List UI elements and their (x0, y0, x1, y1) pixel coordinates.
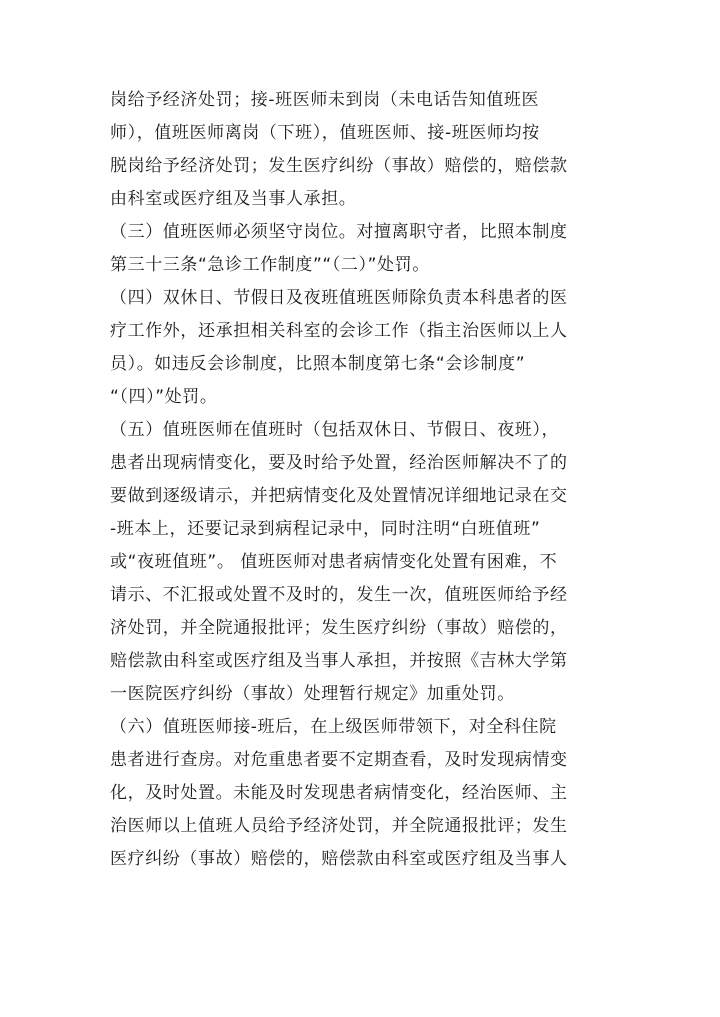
text-line: 济处罚，并全院通报批评；发生医疗纠纷（事故）赔偿的， (110, 618, 568, 638)
text-line: 医疗纠纷（事故）赔偿的，赔偿款由科室或医疗组及当事人 (110, 849, 568, 869)
text-line: 请示、不汇报或处置不及时的，发生一次，值班医师给予经 (110, 585, 568, 605)
text-line: 师），值班医师离岗（下班），值班医师、接-班医师均按 (110, 123, 540, 143)
text-line: 患者进行查房。对危重患者要不定期查看，及时发现病情变 (110, 750, 568, 770)
text-line: 第三十三条“急诊工作制度”“（二）”处罚。 (110, 255, 430, 275)
text-line: 治医师以上值班人员给予经济处罚，并全院通报批评；发生 (110, 816, 568, 836)
text-line: 一医院医疗纠纷（事故）处理暂行规定》加重处罚。 (110, 684, 515, 704)
text-line: 患者出现病情变化，要及时给予处置，经治医师解决不了的 (110, 453, 568, 473)
text-line: （六）值班医师接-班后，在上级医师带领下，对全科住院 (110, 717, 557, 737)
text-line: 化，及时处置。未能及时发现患者病情变化，经治医师、主 (110, 783, 568, 803)
text-line: 员）。如违反会诊制度，比照本制度第七条“会诊制度” (110, 354, 526, 374)
text-line: 脱岗给予经济处罚；发生医疗纠纷（事故）赔偿的，赔偿款 (110, 156, 568, 176)
document-body (110, 84, 620, 876)
text-line: 岗给予经济处罚；接-班医师未到岗（未电话告知值班医 (110, 90, 540, 110)
text-line: 赔偿款由科室或医疗组及当事人承担，并按照《吉林大学第 (110, 651, 568, 671)
text-line: 或“夜班值班”。 值班医师对患者病情变化处置有困难，不 (110, 552, 558, 572)
text-line: （五）值班医师在值班时（包括双休日、节假日、夜班）， (110, 420, 560, 440)
text-line: -班本上，还要记录到病程记录中，同时注明“白班值班” (110, 519, 541, 539)
text-line: （三）值班医师必须坚守岗位。对擅离职守者，比照本制度 (110, 222, 568, 242)
text-line: 要做到逐级请示，并把病情变化及处置情况详细地记录在交 (110, 486, 568, 506)
text-line: （四）双休日、节假日及夜班值班医师除负责本科患者的医 (110, 288, 568, 308)
text-line: 由科室或医疗组及当事人承担。 (110, 189, 357, 209)
text-line: 疗工作外，还承担相关科室的会诊工作（指主治医师以上人 (110, 321, 568, 341)
text-line: “（四）”处罚。 (110, 387, 218, 407)
